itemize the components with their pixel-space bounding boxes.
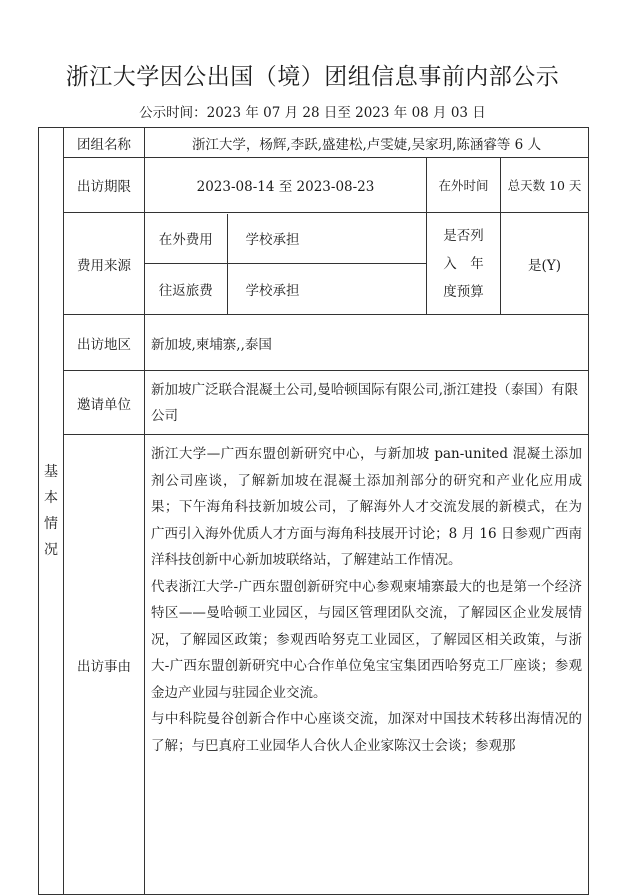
funding-subtable (145, 214, 426, 314)
info-table (38, 127, 589, 895)
publish-period: 公示时间：2023 年 07 月 28 日至 2023 年 08 月 03 日 (139, 105, 486, 121)
budget-question-line: 入 年 (443, 255, 484, 272)
group-name-value: 浙江大学，杨辉,李跃,盛建松,卢雯婕,吴家玥,陈涵睿等 6 人 (145, 128, 589, 158)
budget-question-line: 是否列 (443, 227, 484, 244)
page-title: 浙江大学因公出国（境）团组信息事前内部公示 (65, 64, 560, 90)
abroad-time-label: 在外时间 (427, 158, 501, 213)
period-label: 出访期限 (64, 158, 145, 213)
reason-paragraph: 与中科院曼谷创新合作中心座谈交流，加深对中国技术转移出海情况的了解；与巴真府工业园华人合伙人企业家陈汉士会谈；参观那 (151, 711, 583, 754)
inviter-label: 邀请单位 (64, 371, 145, 435)
section-label-char: 况 (44, 542, 58, 558)
reason-content (145, 435, 589, 895)
reason-paragraph: 代表浙江大学-广西东盟创新研究中心参观柬埔寨最大的也是第一个经济特区——曼哈顿工业园区，与园区管理团队交流，了解园区企业发展情况，了解园区政策；参观西哈努克工业园区，了解园区相关政策，与浙大-广西东盟创新研究中心合作单位兔宝宝集团西哈努克工厂座谈；参观金边产业园与驻园企业交流。 (151, 578, 583, 701)
region-value: 新加坡,柬埔寨,,泰国 (145, 315, 589, 371)
group-name-label: 团组名称 (64, 128, 145, 158)
section-label-char: 基 (44, 464, 58, 480)
inviter-value: 新加坡广泛联合混凝土公司,曼哈顿国际有限公司,浙江建投（泰国）有限公司 (145, 371, 589, 435)
funding-label: 费用来源 (64, 213, 145, 315)
reason-label: 出访事由 (64, 435, 145, 895)
total-days: 总天数 10 天 (501, 158, 589, 213)
section-label-basic (39, 128, 64, 895)
budget-question (427, 213, 501, 315)
travel-cost-value: 学校承担 (227, 264, 426, 314)
budget-question-line: 度预算 (443, 283, 484, 300)
abroad-cost-label: 在外费用 (145, 214, 227, 264)
funding-detail (145, 213, 427, 315)
travel-cost-label: 往返旅费 (145, 264, 227, 314)
period-value: 2023-08-14 至 2023-08-23 (145, 158, 427, 213)
budget-answer: 是(Y) (501, 213, 589, 315)
abroad-cost-value: 学校承担 (227, 214, 426, 264)
reason-paragraph: 浙江大学—广西东盟创新研究中心，与新加坡 pan-united 混凝土添加剂公司座谈，了解新加坡在混凝土添加剂部分的研究和产业化应用成果；下午海角科技新加坡公司，了解海外人才交流发展的新模式，在为广西引入海外优质人才方面与海角科技展开讨论；8 月 16 日参观广西南洋科技创新中心新加坡联络站，了解建站工作情况。 (151, 446, 583, 568)
region-label: 出访地区 (64, 315, 145, 371)
section-label-char: 情 (44, 516, 58, 532)
section-label-char: 本 (44, 490, 58, 506)
